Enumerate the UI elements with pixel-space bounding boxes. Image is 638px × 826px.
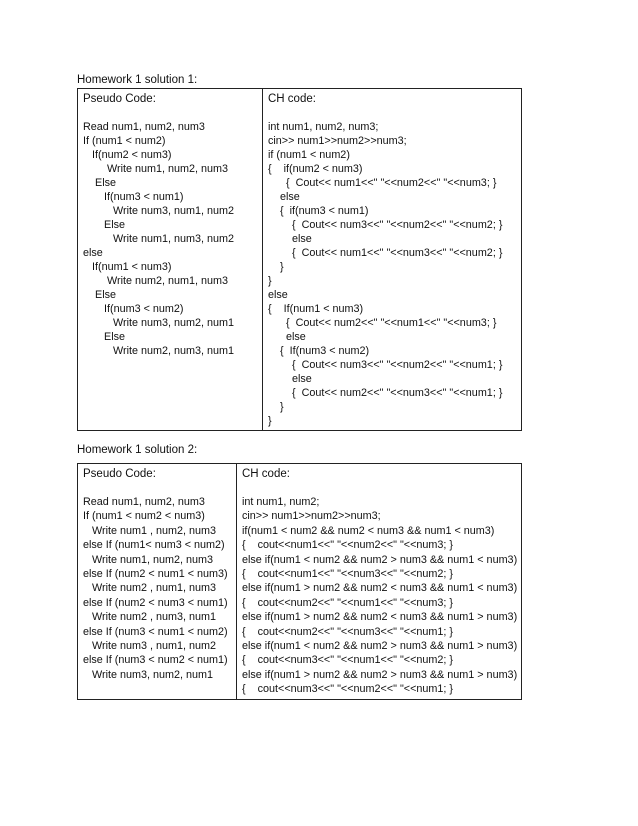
- solution2-table: [77, 463, 522, 700]
- solution2-pseudo-title: Pseudo Code:: [83, 468, 156, 480]
- code-line: { cout<<num2<<" "<<num3<<" "<<num1; }: [242, 625, 454, 638]
- solution1-code-lines: [268, 120, 516, 428]
- code-line: else: [268, 373, 312, 385]
- code-line: { Cout<< num3<<" "<<num2<<" "<<num2; }: [268, 219, 503, 231]
- code-line: If(num3 < num1): [83, 191, 184, 203]
- solution2-code-lines: [242, 495, 516, 697]
- code-line: Write num1, num2, num3: [83, 553, 214, 566]
- code-line: Else: [83, 219, 126, 231]
- solution2-pseudo-lines: [83, 495, 231, 682]
- code-line: { cout<<num3<<" "<<num1<<" "<<num2; }: [242, 654, 454, 667]
- code-line: else: [268, 289, 288, 301]
- solution1-heading: Homework 1 solution 1:: [77, 74, 198, 86]
- code-line: Else: [83, 289, 117, 301]
- solution1-pseudo-title: Pseudo Code:: [83, 93, 156, 105]
- code-line: { cout<<num2<<" "<<num1<<" "<<num3; }: [242, 596, 454, 609]
- code-line: else: [268, 331, 306, 343]
- code-line: else If (num3 < num2 < num1): [83, 654, 228, 667]
- code-line: Read num1, num2, num3: [83, 121, 205, 133]
- solution2-pseudo-cell: [78, 464, 237, 700]
- code-line: { if(num2 < num3): [268, 163, 363, 175]
- code-line: else if(num1 < num2 && num2 > num3 && num1 > num3): [242, 640, 518, 653]
- code-line: Write num3, num2, num1: [83, 317, 235, 329]
- code-line: Write num1, num3, num2: [83, 233, 235, 245]
- code-line: If(num1 < num3): [83, 261, 172, 273]
- code-line: { cout<<num1<<" "<<num3<<" "<<num2; }: [242, 568, 454, 581]
- solution2-code-cell: [237, 464, 522, 700]
- code-line: }: [268, 261, 284, 273]
- code-line: If(num2 < num3): [83, 149, 172, 161]
- code-line: { cout<<num1<<" "<<num2<<" "<<num3; }: [242, 539, 454, 552]
- code-line: Else: [83, 331, 126, 343]
- code-line: int num1, num2;: [242, 496, 320, 508]
- code-line: { Cout<< num1<<" "<<num2<<" "<<num3; }: [268, 177, 497, 189]
- code-line: { cout<<num3<<" "<<num2<<" "<<num1; }: [242, 683, 454, 696]
- code-line: If (num1 < num2): [83, 135, 166, 147]
- code-line: else: [268, 191, 300, 203]
- code-line: if(num1 < num2 && num2 < num3 && num1 < num3): [242, 524, 495, 537]
- solution2-code-title: CH code:: [242, 468, 290, 480]
- code-line: else: [268, 233, 312, 245]
- code-line: Write num1 , num2, num3: [83, 524, 217, 537]
- code-line: cin>> num1>>num2>>num3;: [242, 510, 381, 523]
- solution1-table: [77, 88, 522, 431]
- code-line: { if(num3 < num1): [268, 205, 369, 217]
- code-line: { If(num1 < num3): [268, 303, 364, 315]
- solution1-pseudo-lines: [83, 120, 257, 358]
- code-line: else If (num2 < num1 < num3): [83, 568, 228, 581]
- code-line: else if(num1 > num2 && num2 < num3 && num1 < num3): [242, 582, 518, 595]
- code-line: Read num1, num2, num3: [83, 496, 205, 508]
- code-line: Write num2, num1, num3: [83, 275, 229, 287]
- code-line: int num1, num2, num3;: [268, 121, 379, 133]
- code-line: Write num3 , num1, num2: [83, 640, 217, 653]
- code-line: else if(num1 > num2 && num2 > num3 && num1 > num3): [242, 668, 518, 681]
- solution2-heading: Homework 1 solution 2:: [77, 444, 198, 456]
- code-line: else If (num3 < num1 < num2): [83, 625, 228, 638]
- code-line: }: [268, 275, 272, 287]
- code-line: If (num1 < num2 < num3): [83, 510, 205, 523]
- code-line: else If (num2 < num3 < num1): [83, 596, 228, 609]
- code-line: { Cout<< num2<<" "<<num1<<" "<<num3; }: [268, 317, 497, 329]
- code-line: Write num3, num1, num2: [83, 205, 235, 217]
- code-line: { Cout<< num3<<" "<<num2<<" "<<num1; }: [268, 359, 503, 371]
- code-line: Write num2 , num3, num1: [83, 611, 217, 624]
- code-line: }: [268, 415, 272, 427]
- code-line: else If (num1< num3 < num2): [83, 539, 225, 552]
- solution1-pseudo-cell: [78, 89, 263, 431]
- code-line: else if(num1 < num2 && num2 > num3 && num1 < num3): [242, 553, 518, 566]
- code-line: Write num3, num2, num1: [83, 668, 214, 681]
- code-line: cin>> num1>>num2>>num3;: [268, 135, 407, 147]
- code-line: Write num2, num3, num1: [83, 345, 235, 357]
- code-line: { Cout<< num1<<" "<<num3<<" "<<num2; }: [268, 247, 503, 259]
- solution1-code-title: CH code:: [268, 93, 316, 105]
- code-line: Else: [83, 177, 117, 189]
- code-line: }: [268, 401, 284, 413]
- code-line: { If(num3 < num2): [268, 345, 370, 357]
- code-line: else if(num1 > num2 && num2 < num3 && num1 > num3): [242, 611, 518, 624]
- code-line: Write num2 , num1, num3: [83, 582, 217, 595]
- code-line: if (num1 < num2): [268, 149, 350, 161]
- code-line: { Cout<< num2<<" "<<num3<<" "<<num1; }: [268, 387, 503, 399]
- solution1-code-cell: [263, 89, 522, 431]
- code-line: else: [83, 247, 103, 259]
- code-line: If(num3 < num2): [83, 303, 184, 315]
- code-line: Write num1, num2, num3: [83, 163, 229, 175]
